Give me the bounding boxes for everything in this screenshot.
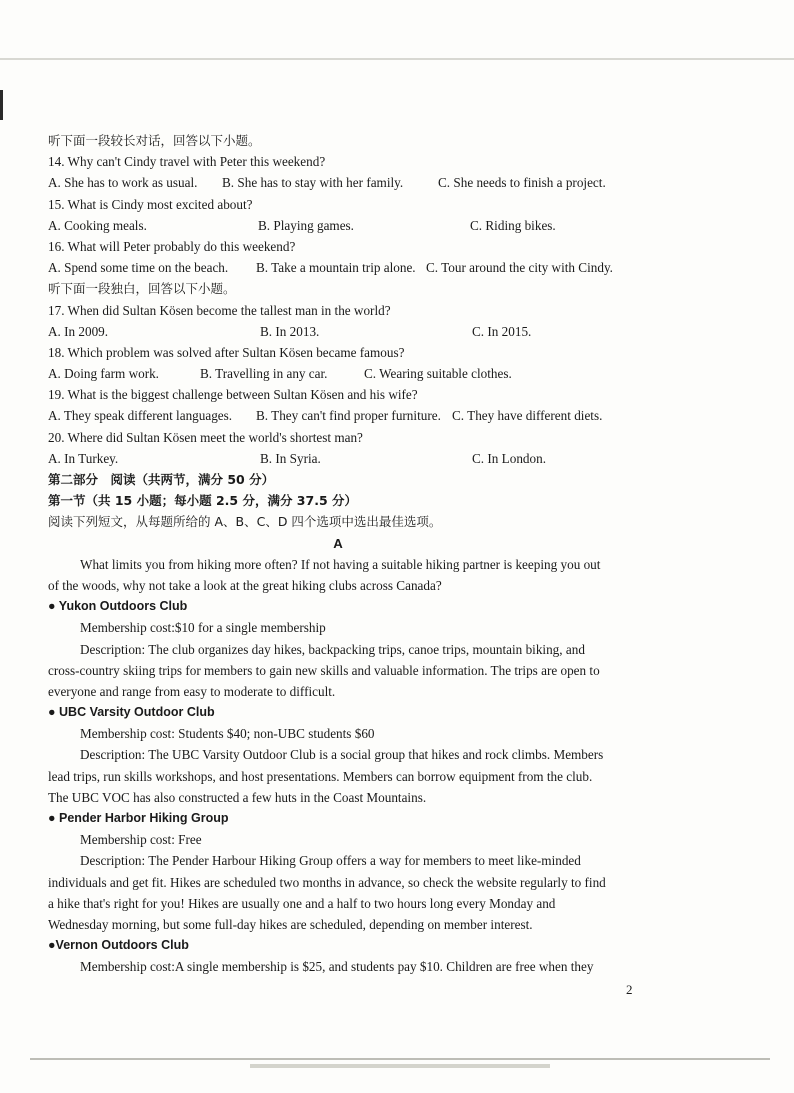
passage-intro: What limits you from hiking more often? If not having a suitable hiking partner is keeping you out bbox=[80, 556, 601, 572]
option-c: C. In London. bbox=[472, 450, 546, 466]
option-b: B. She has to stay with her family. bbox=[222, 175, 404, 191]
option-b: B. They can't find proper furniture. bbox=[256, 408, 441, 424]
option-b: B. Playing games. bbox=[258, 217, 354, 233]
club-title: ● Yukon Outdoors Club bbox=[48, 599, 188, 614]
option-a: A. In 2009. bbox=[48, 323, 109, 339]
exam-page bbox=[48, 130, 628, 978]
club-description: individuals and get fit. Hikes are scheduled two months in advance, so check the website regularly to find bbox=[48, 874, 606, 890]
options-19 bbox=[48, 405, 628, 426]
option-c: C. Riding bikes. bbox=[470, 217, 556, 233]
club-description: cross-country skiing trips for members to gain new skills and valuable information. The trips are open to bbox=[48, 662, 600, 678]
option-a: A. Cooking meals. bbox=[48, 217, 147, 233]
option-c: C. She needs to finish a project. bbox=[438, 175, 606, 191]
options-15 bbox=[48, 215, 628, 236]
option-c: C. They have different diets. bbox=[452, 408, 603, 424]
option-b: B. Take a mountain trip alone. bbox=[256, 260, 416, 276]
club-description: Wednesday morning, but some full-day hikes are scheduled, depending on member interest. bbox=[48, 916, 533, 932]
question-15: 15. What is Cindy most excited about? bbox=[48, 196, 253, 212]
passage-intro: of the woods, why not take a look at the great hiking clubs across Canada? bbox=[48, 577, 442, 593]
club-title: ● UBC Varsity Outdoor Club bbox=[48, 705, 215, 720]
option-a: A. Doing farm work. bbox=[48, 366, 159, 382]
option-a: A. They speak different languages. bbox=[48, 408, 233, 424]
reading-instruction: 阅读下列短文，从每题所给的 A、B、C、D 四个选项中选出最佳选项。 bbox=[48, 514, 442, 530]
options-16 bbox=[48, 257, 628, 278]
option-c: C. In 2015. bbox=[472, 323, 532, 339]
question-19: 19. What is the biggest challenge between Sultan Kösen and his wife? bbox=[48, 387, 418, 403]
club-description: lead trips, run skills workshops, and host presentations. Members can borrow equipment from the club. bbox=[48, 768, 593, 784]
question-17: 17. When did Sultan Kösen become the tallest man in the world? bbox=[48, 302, 391, 318]
option-b: B. Travelling in any car. bbox=[200, 366, 328, 382]
option-a: A. In Turkey. bbox=[48, 450, 119, 466]
club-description: everyone and range from easy to moderate to difficult. bbox=[48, 683, 336, 699]
options-17 bbox=[48, 321, 628, 342]
page-number: 2 bbox=[626, 982, 633, 997]
question-18: 18. Which problem was solved after Sultan Kösen became famous? bbox=[48, 344, 405, 360]
option-c: C. Wearing suitable clothes. bbox=[364, 366, 512, 382]
option-a: A. Spend some time on the beach. bbox=[48, 260, 229, 276]
club-description: Description: The Pender Harbour Hiking Group offers a way for members to meet like-minded bbox=[80, 853, 581, 869]
club-title: ●Vernon Outdoors Club bbox=[48, 938, 189, 953]
option-b: B. In Syria. bbox=[260, 450, 321, 466]
options-14 bbox=[48, 172, 628, 193]
scan-mark bbox=[0, 90, 3, 120]
club-cost: Membership cost:A single membership is $25, and students pay $10. Children are free when they bbox=[80, 959, 594, 975]
option-c: C. Tour around the city with Cindy. bbox=[426, 260, 613, 276]
options-18 bbox=[48, 363, 628, 384]
club-cost: Membership cost:$10 for a single membership bbox=[80, 620, 326, 636]
part-title: 第二部分 阅读（共两节，满分 50 分） bbox=[48, 472, 275, 487]
question-20: 20. Where did Sultan Kösen meet the world's shortest man? bbox=[48, 429, 363, 445]
section-instruction: 听下面一段独白，回答以下小题。 bbox=[48, 281, 236, 297]
club-title: ● Pender Harbor Hiking Group bbox=[48, 811, 229, 825]
scan-edge bbox=[30, 1058, 770, 1060]
question-16: 16. What will Peter probably do this weekend? bbox=[48, 238, 296, 254]
club-description: Description: The club organizes day hikes, backpacking trips, canoe trips, mountain biking, and bbox=[80, 641, 585, 657]
scan-edge bbox=[250, 1064, 550, 1068]
scan-edge bbox=[0, 58, 794, 60]
club-cost: Membership cost: Free bbox=[80, 832, 202, 848]
option-b: B. In 2013. bbox=[260, 323, 320, 339]
passage-label: A bbox=[333, 535, 343, 551]
club-description: a hike that's right for you! Hikes are usually one and a half to two hours long every Monday and bbox=[48, 895, 556, 911]
club-description: Description: The UBC Varsity Outdoor Club is a social group that hikes and rock climbs. Members bbox=[80, 747, 604, 763]
options-20 bbox=[48, 448, 628, 469]
option-a: A. She has to work as usual. bbox=[48, 175, 198, 191]
club-cost: Membership cost: Students $40; non-UBC students $60 bbox=[80, 726, 375, 742]
section-instruction: 听下面一段较长对话，回答以下小题。 bbox=[48, 133, 261, 148]
section-title: 第一节（共 15 小题；每小题 2.5 分，满分 37.5 分） bbox=[48, 493, 357, 509]
club-description: The UBC VOC has also constructed a few huts in the Coast Mountains. bbox=[48, 789, 427, 805]
question-14: 14. Why can't Cindy travel with Peter this weekend? bbox=[48, 154, 326, 170]
